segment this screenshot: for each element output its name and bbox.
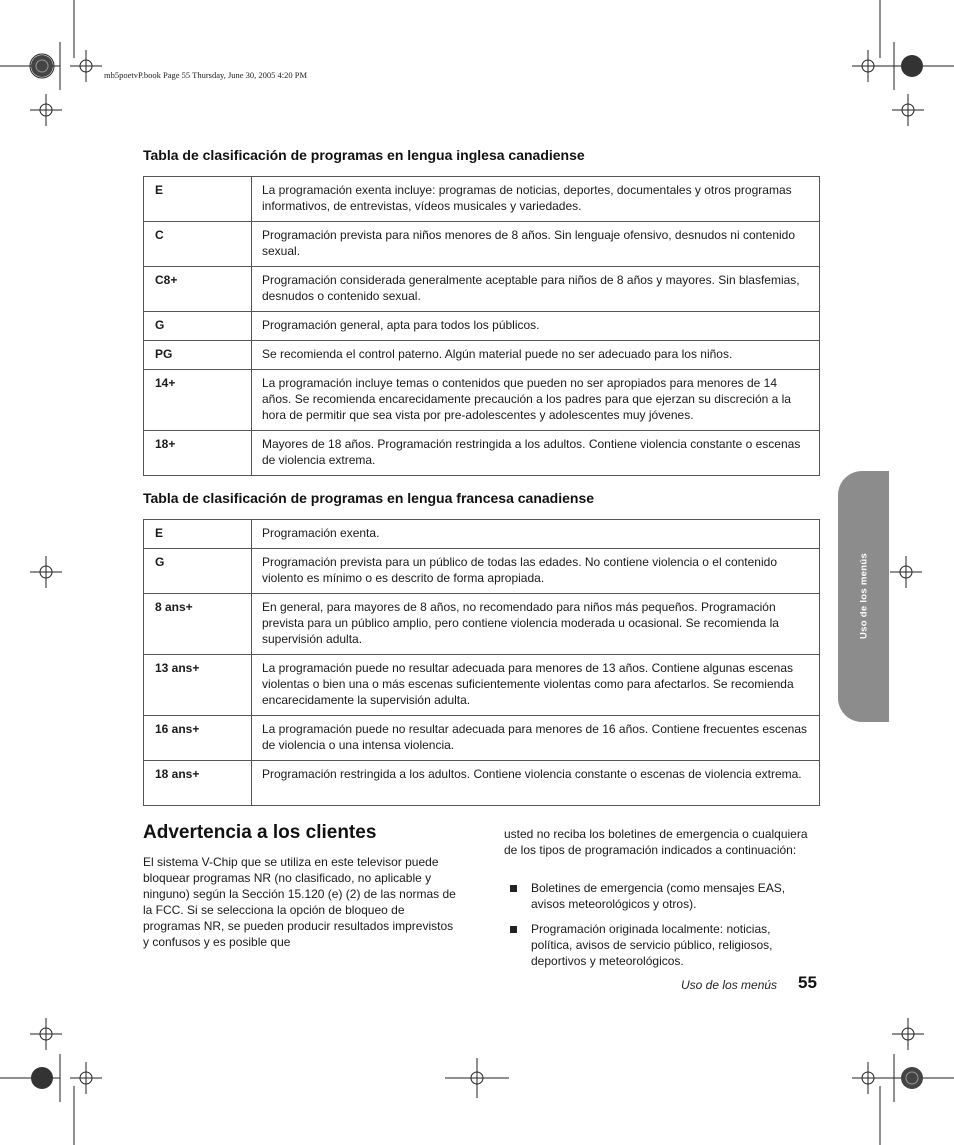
rating-description: La programación puede no resultar adecuada para menores de 13 años. Contiene algunas escenas violentas o bien una o más escenas suficientemente violentas como para afectarlos. Se recomienda encarecidamente la supervisión adulta.	[252, 655, 820, 716]
list-item	[509, 880, 809, 912]
rating-description: La programación puede no resultar adecuada para menores de 16 años. Contiene frecuentes escenas de violencia o una intensa violencia.	[252, 716, 820, 761]
advisory-title: Advertencia a los clientes	[143, 822, 377, 843]
rating-description: En general, para mayores de 8 años, no recomendado para niños más pequeños. Programación prevista para un público amplio, pero contiene violencia moderada u ocasional. Se recomienda la supervisión adulta.	[252, 594, 820, 655]
table-row	[144, 594, 820, 655]
rating-description: La programación incluye temas o contenidos que pueden no ser apropiados para menores de 14 años. Se recomienda encarecidamente precaución a los padres para que ejerzan su discreción a la hora de permitir que sea vista por pre-adolescentes y adolescentes muy jóvenes.	[252, 370, 820, 431]
rating-code: G	[144, 549, 252, 594]
side-tab-label: Uso de los menús	[858, 552, 870, 640]
table-row	[144, 716, 820, 761]
rating-code: PG	[144, 341, 252, 370]
rating-description: Mayores de 18 años. Programación restringida a los adultos. Contiene violencia constante o escenas de violencia extrema.	[252, 431, 820, 476]
advisory-bullet-list	[509, 880, 809, 969]
rating-code: 16 ans+	[144, 716, 252, 761]
table-row	[144, 520, 820, 549]
rating-code: G	[144, 312, 252, 341]
table-row	[144, 222, 820, 267]
bullet-square-icon	[510, 885, 517, 892]
rating-code: 14+	[144, 370, 252, 431]
footer-section-label: Uso de los menús	[681, 978, 778, 992]
rating-description: Se recomienda el control paterno. Algún material puede no ser adecuado para los niños.	[252, 341, 820, 370]
rating-description: Programación considerada generalmente aceptable para niños de 8 años y mayores. Sin blasfemias, desnudos o contenido sexual.	[252, 267, 820, 312]
rating-code: E	[144, 177, 252, 222]
table-row	[144, 341, 820, 370]
rating-code: C8+	[144, 267, 252, 312]
advisory-right-paragraph: usted no reciba los boletines de emergencia o cualquiera de los tipos de programación indicados a continuación:	[504, 827, 808, 857]
rating-code: C	[144, 222, 252, 267]
rating-code: 13 ans+	[144, 655, 252, 716]
rating-code: E	[144, 520, 252, 549]
page-number: 55	[798, 973, 817, 992]
rating-code: 8 ans+	[144, 594, 252, 655]
rating-description: Programación restringida a los adultos. Contiene violencia constante o escenas de violencia extrema.	[252, 761, 820, 806]
table-row	[144, 549, 820, 594]
table-row	[144, 312, 820, 341]
bullet-text: Boletines de emergencia (como mensajes EAS, avisos meteorológicos y otros).	[531, 881, 786, 911]
table-row	[144, 655, 820, 716]
table-row	[144, 370, 820, 431]
list-item	[509, 921, 809, 969]
french-table-title: Tabla de clasificación de programas en lengua francesa canadiense	[143, 490, 595, 506]
print-header-info: mb5poetvP.book Page 55 Thursday, June 30, 2005 4:20 PM	[104, 70, 308, 80]
rating-code: 18 ans+	[144, 761, 252, 806]
rating-description: La programación exenta incluye: programas de noticias, deportes, documentales y otros programas informativos, de entrevistas, vídeos musicales y variedades.	[252, 177, 820, 222]
advisory-left-paragraph: El sistema V-Chip que se utiliza en este televisor puede bloquear programas NR (no clasificado, no aplicable y ninguno) según la Sección 15.120 (e) (2) de las normas de la FCC. Si se selecciona la opción de bloqueo de programas NR, se pueden producir resultados imprevistos y confusos y es posible que	[143, 855, 456, 949]
rating-description: Programación general, apta para todos los públicos.	[252, 312, 820, 341]
english-table-title: Tabla de clasificación de programas en lengua inglesa canadiense	[143, 147, 585, 163]
rating-description: Programación prevista para niños menores de 8 años. Sin lenguaje ofensivo, desnudos ni contenido sexual.	[252, 222, 820, 267]
rating-description: Programación prevista para un público de todas las edades. No contiene violencia o el contenido violento es mínimo o es descrito de forma apropiada.	[252, 549, 820, 594]
english-rating-table	[143, 176, 820, 476]
table-row	[144, 177, 820, 222]
table-row	[144, 267, 820, 312]
table-row	[144, 761, 820, 806]
bullet-text: Programación originada localmente: noticias, política, avisos de servicio público, religiosos, deportivos y meteorológicos.	[531, 922, 773, 968]
rating-code: 18+	[144, 431, 252, 476]
rating-description: Programación exenta.	[252, 520, 820, 549]
table-row	[144, 431, 820, 476]
french-rating-table	[143, 519, 820, 806]
bullet-square-icon	[510, 926, 517, 933]
